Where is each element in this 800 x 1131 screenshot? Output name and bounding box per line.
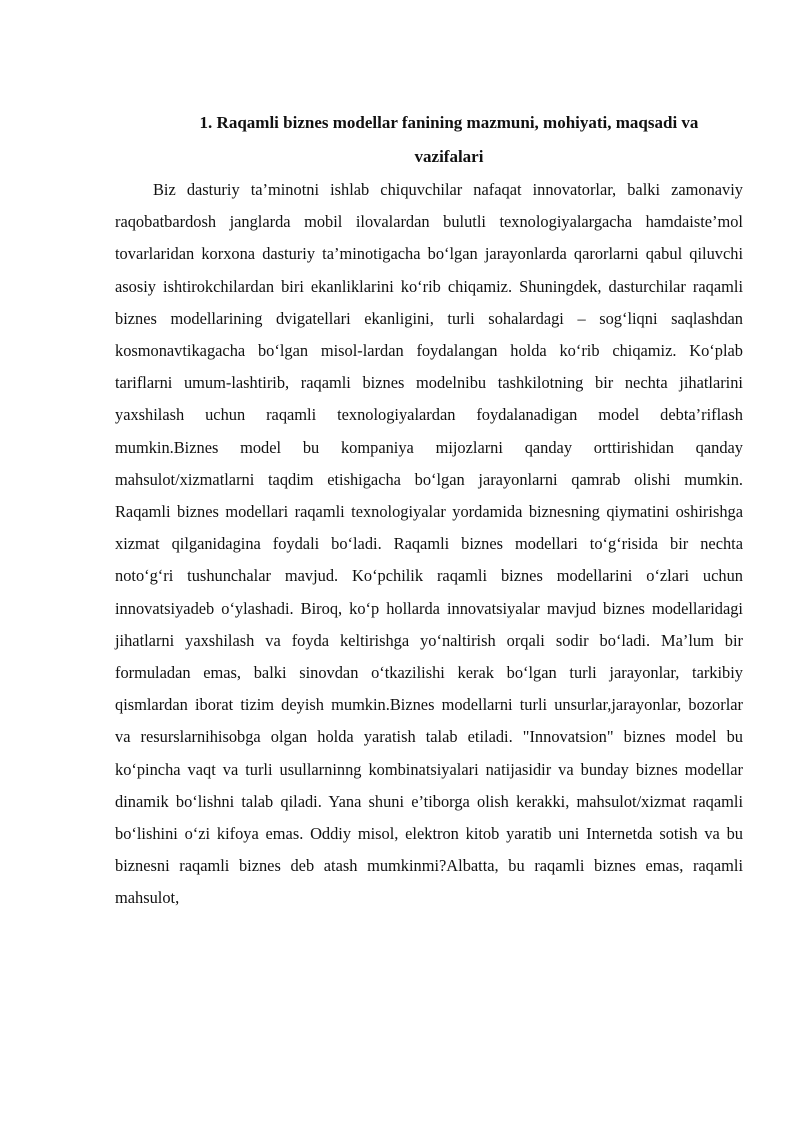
document-page: [115, 106, 743, 915]
heading-line-2: vazifalari: [414, 147, 484, 166]
heading-line-1: 1. Raqamli biznes modellar fanining mazmuni, mohiyati, maqsadi va: [199, 113, 699, 132]
body-paragraph: Biz dasturiy ta’minotni ishlab chiquvchilar nafaqat innovatorlar, balki zamonaviy raqobatbardosh janglarda mobil ilovalardan bulutli texnologiyalargacha hamdaiste’mol tovarlaridan korxona dasturiy ta’minotigacha bo‘lgan jarayonlarda qarorlarni qabul qiluvchi asosiy ishtirokchilardan biri ekanliklarini ko‘rib chiqamiz. Shuningdek, dasturchilar raqamli biznes modellarining dvigatellari ekanligini, turli sohalardagi – sog‘liqni saqlashdan kosmonavtikagacha bo‘lgan misol-lardan foydalangan holda ko‘rib chiqamiz. Ko‘plab tariflarni umum-lashtirib, raqamli biznes modelnibu tashkilotning bir nechta jihatlarini yaxshilash uchun raqamli texnologiyalardan foydalanadigan model debta’riflash mumkin.Biznes model bu kompaniya mijozlarni qanday orttirishidan qanday mahsulot/xizmatlarni taqdim etishigacha bo‘lgan jarayonlarni qamrab olishi mumkin. Raqamli biznes modellari raqamli texnologiyalar yordamida biznesning qiymatini oshirishga xizmat qilganidagina foydali bo‘ladi. Raqamli biznes modellari to‘g‘risida bir nechta noto‘g‘ri tushunchalar mavjud. Ko‘pchilik raqamli biznes modellarini o‘zlari uchun innovatsiyadeb o‘ylashadi. Biroq, ko‘p hollarda innovatsiyalar mavjud biznes modellaridagi jihatlarni yaxshilash va foyda keltirishga yo‘naltirish orqali sodir bo‘ladi. Ma’lum bir formuladan emas, balki sinovdan o‘tkazilishi kerak bo‘lgan turli jarayonlar, tarkibiy qismlardan iborat tizim deyish mumkin.Biznes modellarni turli unsurlar,jarayonlar, bozorlar va resurslarnihisobga olgan holda yaratish talab etiladi. "Innovatsion" biznes model bu ko‘pincha vaqt va turli usullarninng kombinatsiyalari natijasidir va bunday biznes modellar dinamik bo‘lishni talab qiladi. Yana shuni e’tiborga olish kerakki, mahsulot/xizmat raqamli bo‘lishini o‘zi kifoya emas. Oddiy misol, elektron kitob yaratib uni Internetda sotish va bu biznesni raqamli biznes deb atash mumkinmi?Albatta, bu raqamli biznes emas, raqamli mahsulot,: [115, 180, 743, 908]
section-heading: [115, 106, 743, 174]
